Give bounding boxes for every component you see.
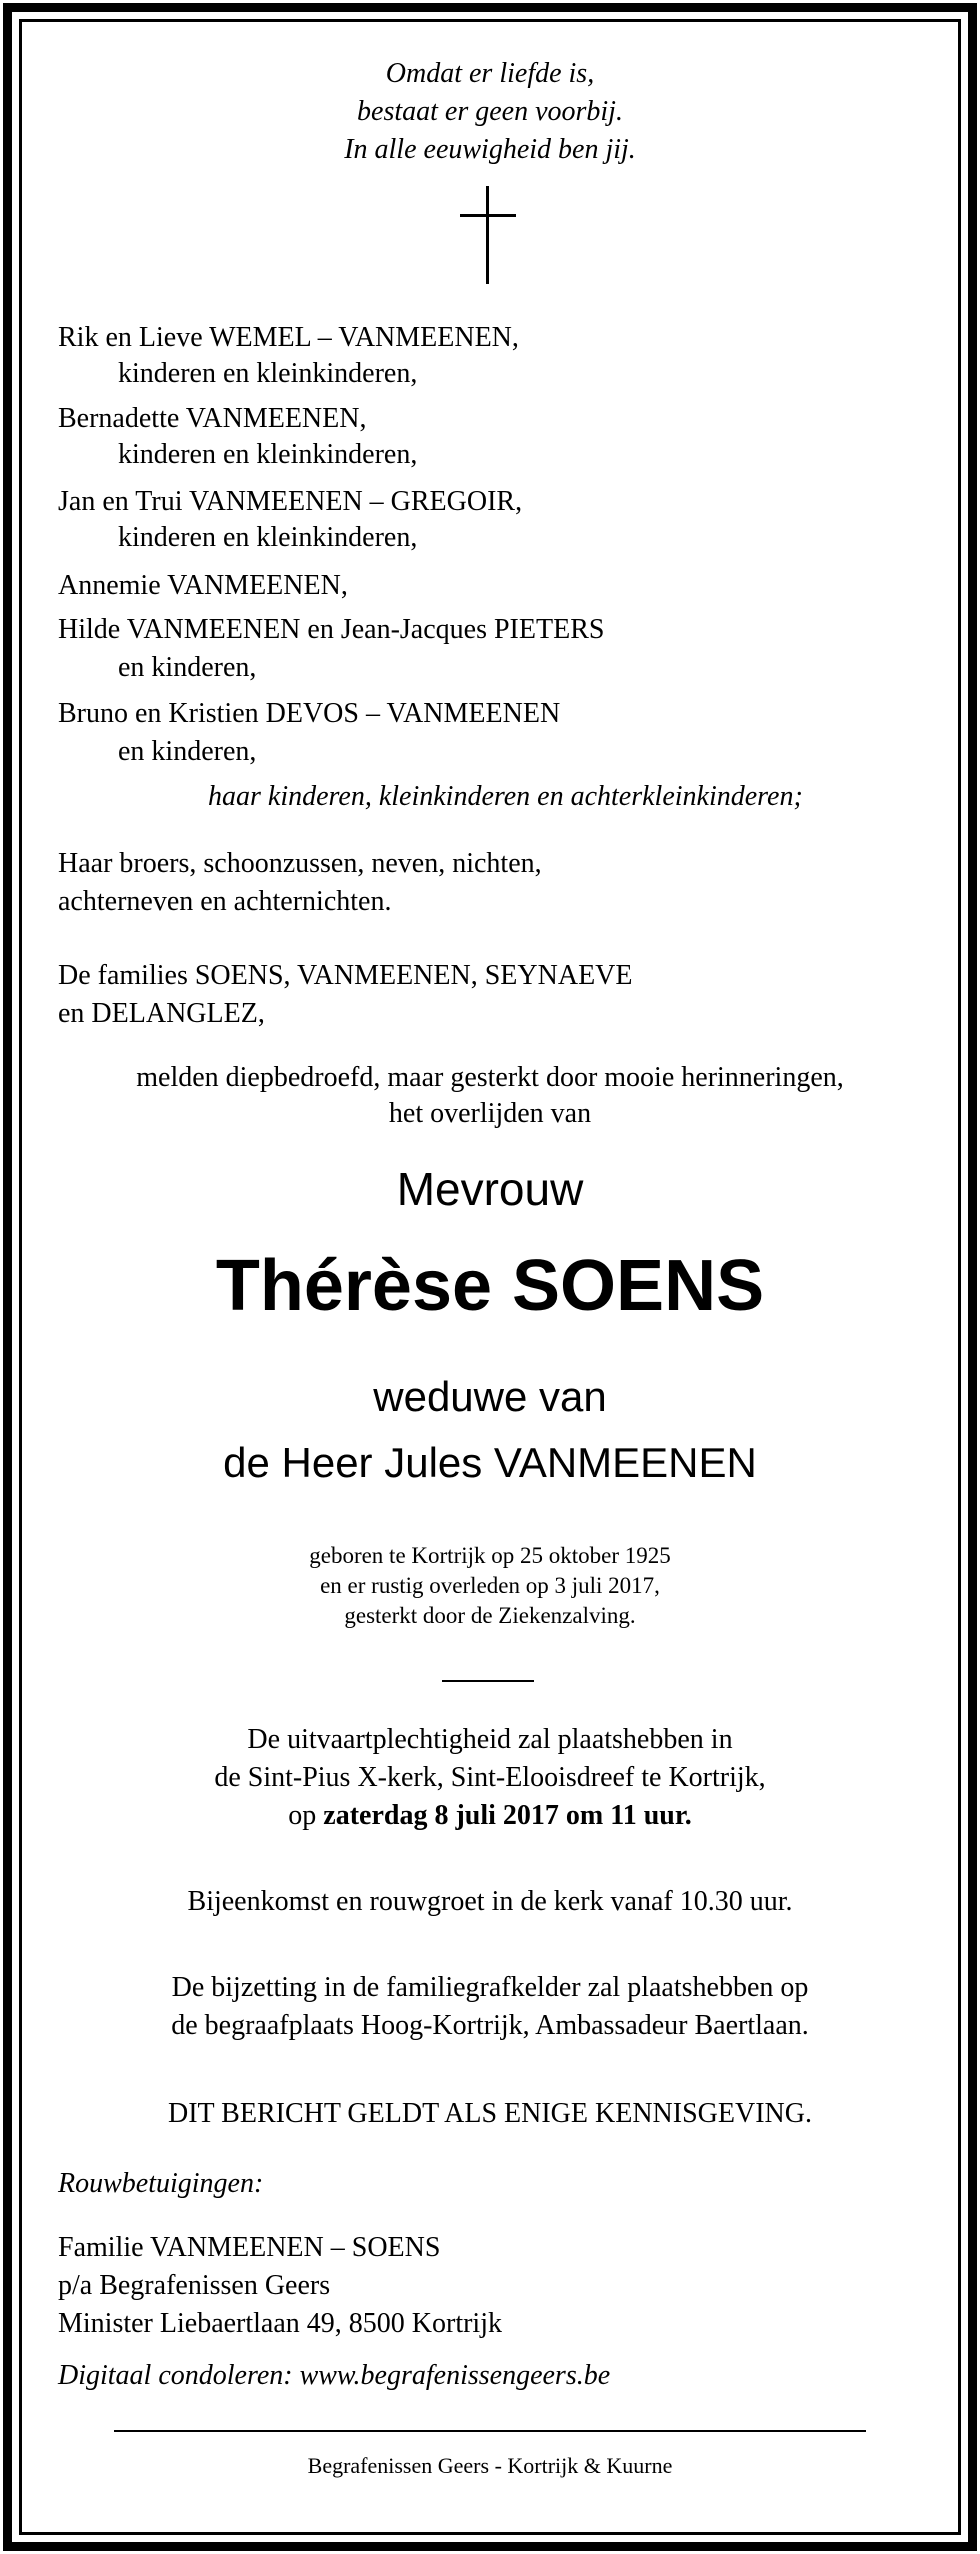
widow-line-2: de Heer Jules VANMEENEN [223, 1439, 757, 1486]
grandchildren-line: haar kinderen, kleinkinderen en achterkleinkinderen; [208, 781, 803, 812]
family-sub-6: en kinderen, [118, 736, 257, 767]
address-line-2: p/a Begrafenissen Geers [58, 2270, 331, 2301]
funeral-date-line [0, 1802, 980, 1830]
birth-line-1: geboren te Kortrijk op 25 oktober 1925 [309, 1543, 671, 1568]
family-name-5: Hilde VANMEENEN en Jean-Jacques PIETERS [58, 614, 605, 645]
funeral-date: zaterdag 8 juli 2017 om 11 uur. [323, 1800, 692, 1831]
burial-line-1: De bijzetting in de familiegrafkelder zal plaatshebben op [171, 1972, 809, 2003]
notice-line: DIT BERICHT GELDT ALS ENIGE KENNISGEVING. [168, 2098, 812, 2129]
footer-divider [114, 2430, 866, 2432]
families-line-1: De families SOENS, VANMEENEN, SEYNAEVE [58, 960, 633, 991]
poem-line-3: In alle eeuwigheid ben jij. [344, 134, 636, 165]
announce-line-2: het overlijden van [388, 1098, 592, 1129]
poem-line-1: Omdat er liefde is, [385, 58, 595, 89]
siblings-line-2: achterneven en achternichten. [58, 886, 392, 917]
address-line-3: Minister Liebaertlaan 49, 8500 Kortrijk [58, 2308, 502, 2339]
footer-text: Begrafenissen Geers - Kortrijk & Kuurne [307, 2453, 673, 2478]
birth-line-2: en er rustig overleden op 3 juli 2017, [320, 1573, 660, 1598]
announce-line-1: melden diepbedroefd, maar gesterkt door mooie herinneringen, [136, 1062, 844, 1093]
address-line-1: Familie VANMEENEN – SOENS [58, 2232, 441, 2263]
deceased-name: Thérèse SOENS [215, 1246, 765, 1326]
family-name-3: Jan en Trui VANMEENEN – GREGOIR, [58, 486, 523, 517]
gathering-line: Bijeenkomst en rouwgroet in de kerk vanaf 10.30 uur. [187, 1886, 793, 1917]
separator-line [442, 1680, 534, 1682]
honorific: Mevrouw [396, 1163, 584, 1215]
poem-line-2: bestaat er geen voorbij. [357, 96, 623, 127]
burial-line-2: de begraafplaats Hoog-Kortrijk, Ambassadeur Baertlaan. [171, 2010, 809, 2041]
siblings-line-1: Haar broers, schoonzussen, neven, nichten, [58, 848, 542, 879]
funeral-line-2: de Sint-Pius X-kerk, Sint-Elooisdreef te Kortrijk, [214, 1762, 766, 1793]
family-name-4: Annemie VANMEENEN, [58, 570, 348, 601]
family-sub-2: kinderen en kleinkinderen, [118, 439, 418, 470]
family-sub-3: kinderen en kleinkinderen, [118, 522, 418, 553]
widow-line-1: weduwe van [373, 1373, 607, 1420]
family-sub-5: en kinderen, [118, 652, 257, 683]
funeral-prefix: op [288, 1800, 324, 1831]
condolences-label: Rouwbetuigingen: [58, 2168, 264, 2199]
digital-condolence-link[interactable]: Digitaal condoleren: www.begrafenissengeers.be [58, 2360, 611, 2391]
family-sub-1: kinderen en kleinkinderen, [118, 358, 418, 389]
family-name-6: Bruno en Kristien DEVOS – VANMEENEN [58, 698, 561, 729]
families-line-2: en DELANGLEZ, [58, 998, 265, 1029]
family-name-1: Rik en Lieve WEMEL – VANMEENEN, [58, 322, 519, 353]
funeral-line-1: De uitvaartplechtigheid zal plaatshebben in [247, 1724, 733, 1755]
family-name-2: Bernadette VANMEENEN, [58, 403, 367, 434]
birth-line-3: gesterkt door de Ziekenzalving. [344, 1603, 636, 1628]
